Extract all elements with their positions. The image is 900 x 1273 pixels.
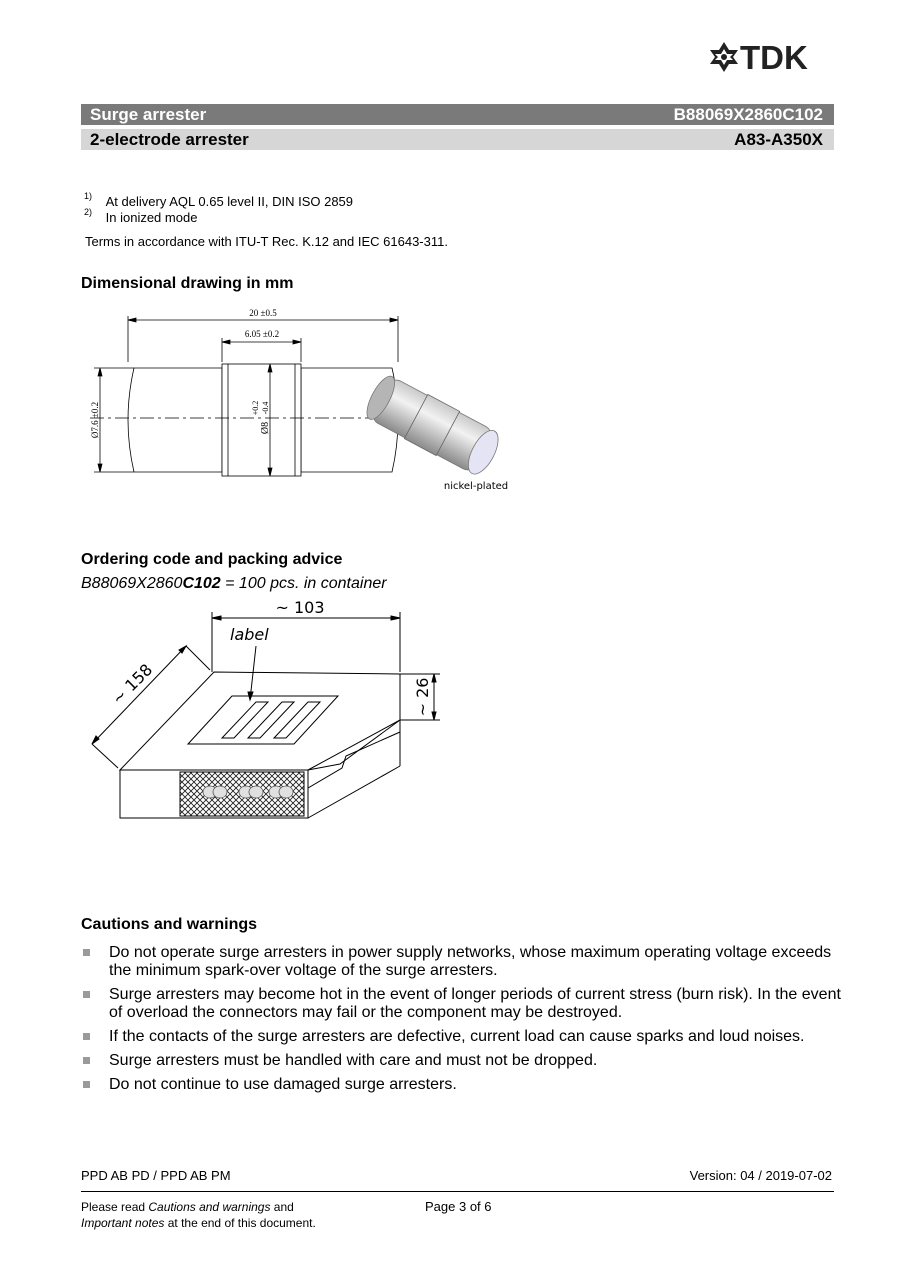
caution-item — [81, 986, 851, 1022]
subtitle-bar — [81, 129, 834, 150]
caution-text: Surge arresters must be handled with care and must not be dropped. — [109, 1052, 598, 1069]
footnote-2-mark: 2) — [84, 207, 93, 217]
footer-note-important-link: Important notes — [81, 1216, 165, 1230]
label-callout: label — [230, 625, 269, 644]
center-diameter-tol-minus: -0.4 — [261, 401, 270, 415]
caution-text: Do not continue to use damaged surge arresters. — [109, 1076, 457, 1093]
footer-note-and: and — [270, 1200, 294, 1214]
caution-text: Do not operate surge arresters in power supply networks, whose maximum operating voltage exceeds the minimum spark-over voltage of the surge arresters. — [109, 944, 832, 979]
center-length-label: 6.05 ±0.2 — [244, 329, 280, 339]
bullet-icon — [83, 1033, 90, 1040]
center-diameter-label: Ø8 — [260, 421, 271, 435]
caution-item — [81, 1076, 851, 1094]
caution-item — [81, 1028, 851, 1046]
footer-dept: PPD AB PD / PPD AB PM — [81, 1168, 231, 1183]
packing-drawing — [80, 596, 460, 836]
length-label: 20 ±0.5 — [249, 308, 277, 318]
center-diameter-tol-plus: +0.2 — [251, 400, 260, 416]
caution-text: If the contacts of the surge arresters are defective, current load can cause sparks and loud noises. — [109, 1028, 805, 1045]
ordering-code — [81, 575, 387, 593]
terms-note: Terms in accordance with ITU-T Rec. K.12 and IEC 61643-311. — [85, 234, 448, 249]
series-code: A83-A350X — [734, 130, 823, 149]
footer-note-pre: Please read — [81, 1200, 149, 1214]
brand-text: TDK — [740, 39, 808, 76]
footnote-1-text: At delivery AQL 0.65 level II, DIN ISO 2859 — [105, 194, 354, 209]
cautions-list — [81, 944, 851, 1100]
box-width-label: ~ 103 — [275, 598, 325, 617]
footer-note-post: at the end of this document. — [164, 1216, 316, 1230]
footer-note-cautions-link: Cautions and warnings — [148, 1200, 271, 1214]
bullet-icon — [83, 949, 90, 956]
bullet-icon — [83, 991, 90, 998]
footnote-1 — [84, 191, 354, 209]
footer-note — [81, 1199, 316, 1231]
cautions-heading: Cautions and warnings — [81, 916, 258, 933]
footnote-2-text: In ionized mode — [105, 210, 198, 225]
subtype-title: 2-electrode arrester — [90, 130, 249, 149]
title-bar — [81, 104, 834, 125]
ordering-heading: Ordering code and packing advice — [81, 551, 343, 568]
product-title: Surge arrester — [90, 105, 207, 124]
ordering-code-prefix: B88069X2860 — [81, 575, 183, 592]
page-number: Page 3 of 6 — [425, 1199, 492, 1214]
part-number: B88069X2860C102 — [673, 105, 823, 124]
dimensional-drawing — [80, 300, 509, 500]
footer-divider — [81, 1191, 834, 1192]
caution-item — [81, 1052, 851, 1070]
tdk-logo — [710, 40, 840, 79]
caution-text: Surge arresters may become hot in the event of longer periods of current stress (burn risk). In the event of overload the connectors may fail or the component may be destroyed. — [109, 986, 841, 1021]
box-height-label: ~ 26 — [413, 677, 432, 717]
footnote-2 — [84, 207, 198, 225]
finish-label: nickel-plated — [443, 481, 509, 492]
ordering-code-rest: = 100 pcs. in container — [220, 575, 387, 592]
caution-item — [81, 944, 851, 980]
box-length-label: ~ 158 — [108, 660, 157, 709]
bullet-icon — [83, 1057, 90, 1064]
footnote-1-mark: 1) — [84, 191, 93, 201]
ordering-code-suffix: C102 — [182, 575, 221, 592]
diameter-label: Ø7.6 ±0.2 — [90, 401, 100, 439]
tdk-emblem-icon — [710, 42, 738, 72]
bullet-icon — [83, 1081, 90, 1088]
footer-version: Version: 04 / 2019-07-02 — [689, 1168, 832, 1183]
dimensional-heading: Dimensional drawing in mm — [81, 275, 294, 292]
